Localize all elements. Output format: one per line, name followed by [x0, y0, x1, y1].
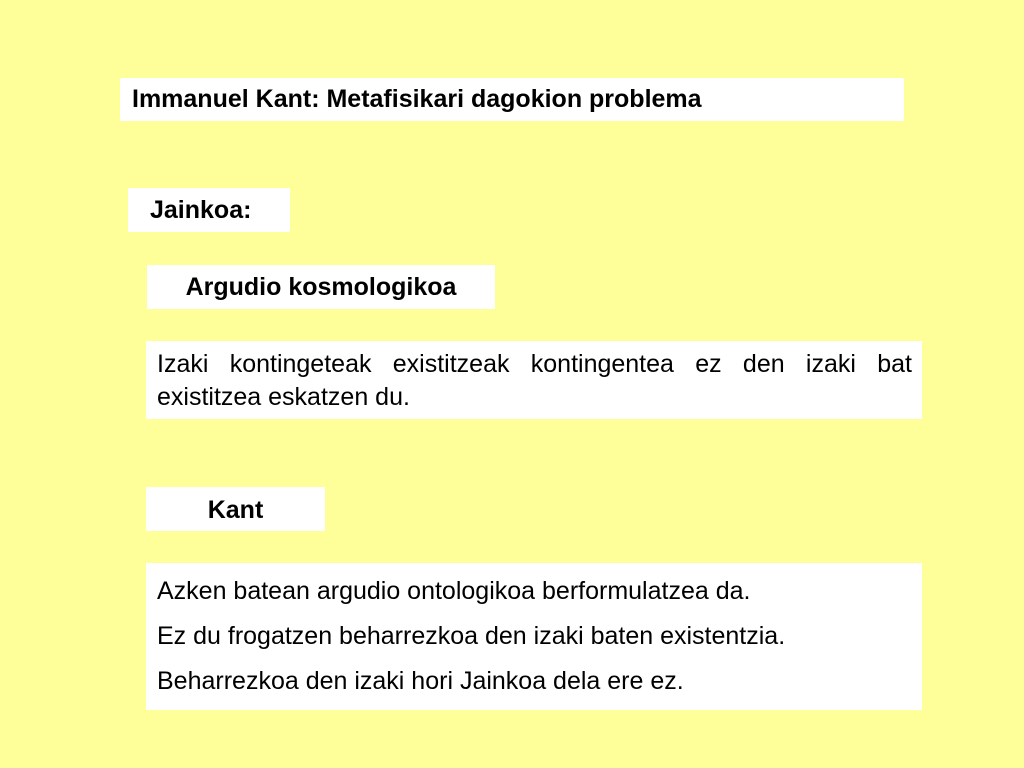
argument-heading: Argudio kosmologikoa: [185, 273, 457, 301]
slide-title-text: Immanuel Kant: Metafisikari dagokion problema: [132, 85, 702, 113]
critic-points-box: [146, 563, 922, 710]
argument-text-box: [146, 341, 922, 419]
critic-heading: Kant: [207, 496, 264, 524]
slide-title: [120, 78, 904, 121]
critic-point: Ez du frogatzen beharrezkoa den izaki baten existentzia.: [157, 622, 786, 650]
critic-heading-box: [146, 487, 325, 531]
critic-point: Azken batean argudio ontologikoa berformulatzea da.: [157, 577, 751, 605]
critic-point: Beharrezkoa den izaki hori Jainkoa dela ere ez.: [157, 667, 684, 695]
argument-text: Izaki kontingeteak existitzeak kontingentea ez den izaki bat existitzea eskatzen du.: [157, 350, 912, 411]
topic-label: Jainkoa:: [150, 196, 252, 224]
topic-label-box: [128, 188, 290, 232]
argument-heading-box: [147, 265, 495, 309]
